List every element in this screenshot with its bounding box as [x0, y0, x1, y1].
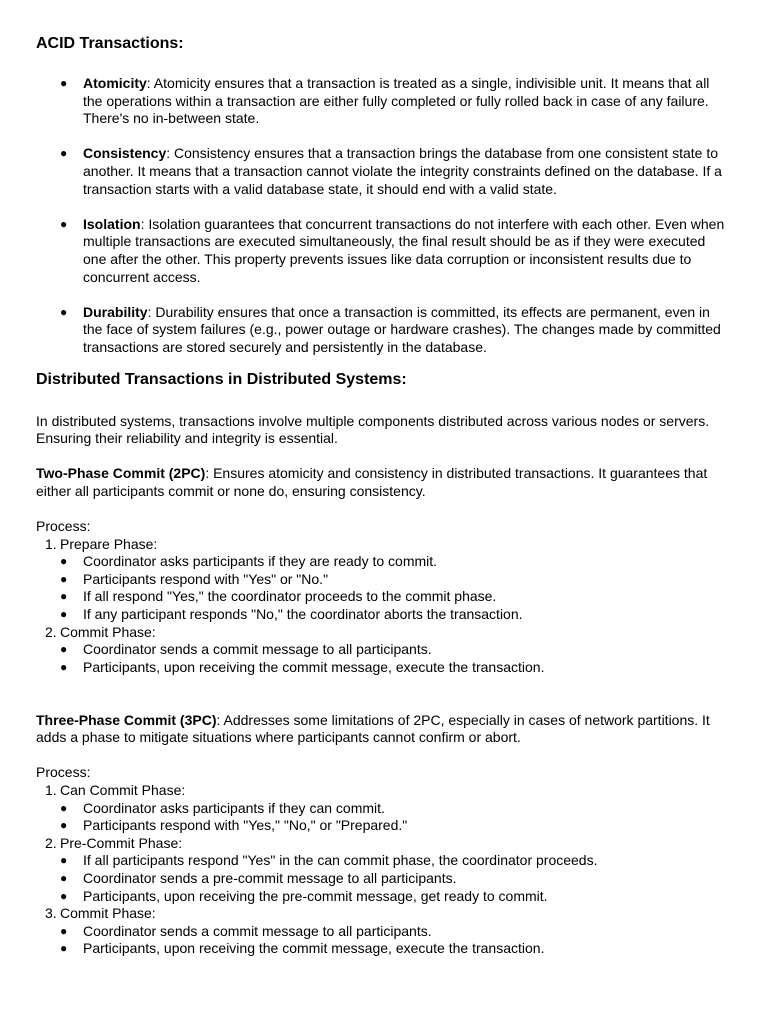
step-text: Participants, upon receiving the commit message, execute the transaction. [83, 940, 545, 957]
intro-paragraph: In distributed systems, transactions involve multiple components distributed across various nodes or servers. Ensuring their reliability and integrity is essential. [36, 412, 710, 447]
phase-name: Prepare Phase: [60, 535, 158, 552]
list-item [36, 216, 732, 286]
two-pc-paragraph [36, 465, 732, 500]
bullet-icon: ● [60, 800, 68, 815]
step-text: Coordinator sends a commit message to all participants. [83, 641, 432, 658]
bullet-icon: ● [60, 304, 68, 319]
process-label: Process: [36, 518, 91, 535]
two-pc-term: Two-Phase Commit (2PC) [36, 465, 206, 482]
bullet-icon: ● [60, 554, 68, 569]
phase-number: 2. [45, 834, 57, 851]
three-pc-phases [36, 782, 732, 958]
bullet-icon: ● [60, 923, 68, 938]
term-description: : Atomicity ensures that a transaction is treated as a single, indivisible unit. It means that all the operations within a transaction are either fully completed or fully rolled back in case of any failure. There's no in-between state. [83, 75, 710, 127]
step-item [60, 800, 732, 818]
bullet-icon: ● [60, 888, 68, 903]
term-description: : Consistency ensures that a transaction brings the database from one consistent state to another. It means that a transaction cannot violate the integrity constraints defined on the database. If a transaction starts with a valid database state, it should end with a valid state. [83, 145, 722, 197]
bullet-icon: ● [60, 607, 68, 622]
phase-name: Commit Phase: [60, 623, 156, 640]
phase-number: 1. [45, 781, 57, 798]
step-item [60, 940, 732, 958]
step-item [60, 817, 732, 835]
step-item [60, 553, 732, 571]
step-text: Coordinator sends a pre-commit message to all participants. [83, 869, 457, 886]
bullet-icon: ● [60, 941, 68, 956]
phase-steps [60, 923, 732, 958]
step-text: Participants, upon receiving the pre-commit message, get ready to commit. [83, 887, 548, 904]
phase-name: Pre-Commit Phase: [60, 834, 183, 851]
step-text: Coordinator asks participants if they can commit. [83, 799, 385, 816]
three-pc-paragraph [36, 712, 732, 747]
acid-list [36, 75, 732, 357]
three-pc-description: : Addresses some limitations of 2PC, especially in cases of network partitions. It adds a phase to mitigate situations where participants cannot confirm or abort. [36, 711, 710, 746]
step-text: Participants respond with "Yes," "No," or "Prepared." [83, 817, 408, 834]
phase-item [36, 536, 732, 624]
phase-item [36, 624, 732, 677]
bullet-icon: ● [60, 818, 68, 833]
phase-name: Commit Phase: [60, 905, 156, 922]
phase-number: 1. [45, 535, 57, 552]
term-label: Atomicity [83, 75, 147, 91]
bullet-icon: ● [60, 870, 68, 885]
list-item [36, 304, 732, 357]
term-label: Consistency [83, 145, 167, 162]
two-pc-phases [36, 536, 732, 677]
step-item [60, 852, 732, 870]
bullet-icon: ● [60, 642, 68, 657]
phase-number: 3. [45, 905, 57, 922]
two-pc-description: : Ensures atomicity and consistency in distributed transactions. It guarantees that either all participants commit or none do, ensuring consistency. [36, 465, 708, 499]
bullet-icon: ● [60, 589, 68, 604]
bullet-icon: ● [60, 659, 68, 674]
step-item [60, 588, 732, 606]
step-item [60, 923, 732, 941]
phase-steps [60, 641, 732, 676]
bullet-icon: ● [60, 76, 68, 90]
step-text: Coordinator asks participants if they are ready to commit. [83, 553, 438, 570]
three-pc-term: Three-Phase Commit (3PC) [36, 711, 217, 728]
step-item [60, 571, 732, 589]
bullet-icon: ● [60, 853, 68, 868]
term-description: : Durability ensures that once a transaction is committed, its effects are permanent, even in the face of system failures (e.g., power outage or hardware crashes). The changes made by committed transactions are stored securely and persistently in the database. [83, 303, 721, 355]
step-item [60, 606, 732, 624]
step-text: Participants respond with "Yes" or "No." [83, 570, 329, 587]
term-label: Durability [83, 303, 148, 320]
step-item [60, 870, 732, 888]
phase-item [36, 905, 732, 958]
step-item [60, 659, 732, 677]
process-label: Process: [36, 764, 91, 781]
step-text: If any participant responds "No," the coordinator aborts the transaction. [83, 606, 523, 623]
step-text: Coordinator sends a commit message to all participants. [83, 922, 432, 939]
step-text: Participants, upon receiving the commit message, execute the transaction. [83, 658, 545, 675]
list-item [36, 145, 732, 198]
phase-item [36, 835, 732, 905]
bullet-icon: ● [60, 216, 68, 231]
bullet-icon: ● [60, 571, 68, 586]
phase-steps [60, 852, 732, 905]
phase-steps [60, 553, 732, 623]
section-heading-acid: ACID Transactions: [36, 35, 184, 52]
phase-steps [60, 800, 732, 835]
bullet-icon: ● [60, 146, 68, 161]
step-text: If all participants respond "Yes" in the can commit phase, the coordinator proceeds. [83, 852, 598, 869]
term-description: : Isolation guarantees that concurrent transactions do not interfere with each other. Even when multiple transactions are executed simultaneously, the final result should be as if they were executed one after the other. This property prevents issues like data corruption or inconsistent results due to concurrent access. [83, 215, 725, 285]
term-label: Isolation [83, 215, 141, 232]
list-item [36, 75, 732, 128]
phase-name: Can Commit Phase: [60, 781, 186, 798]
phase-number: 2. [45, 623, 57, 640]
step-text: If all respond "Yes," the coordinator proceeds to the commit phase. [83, 588, 497, 605]
section-heading-distributed: Distributed Transactions in Distributed Systems: [36, 370, 407, 388]
step-item [60, 641, 732, 659]
step-item [60, 888, 732, 906]
phase-item [36, 782, 732, 835]
